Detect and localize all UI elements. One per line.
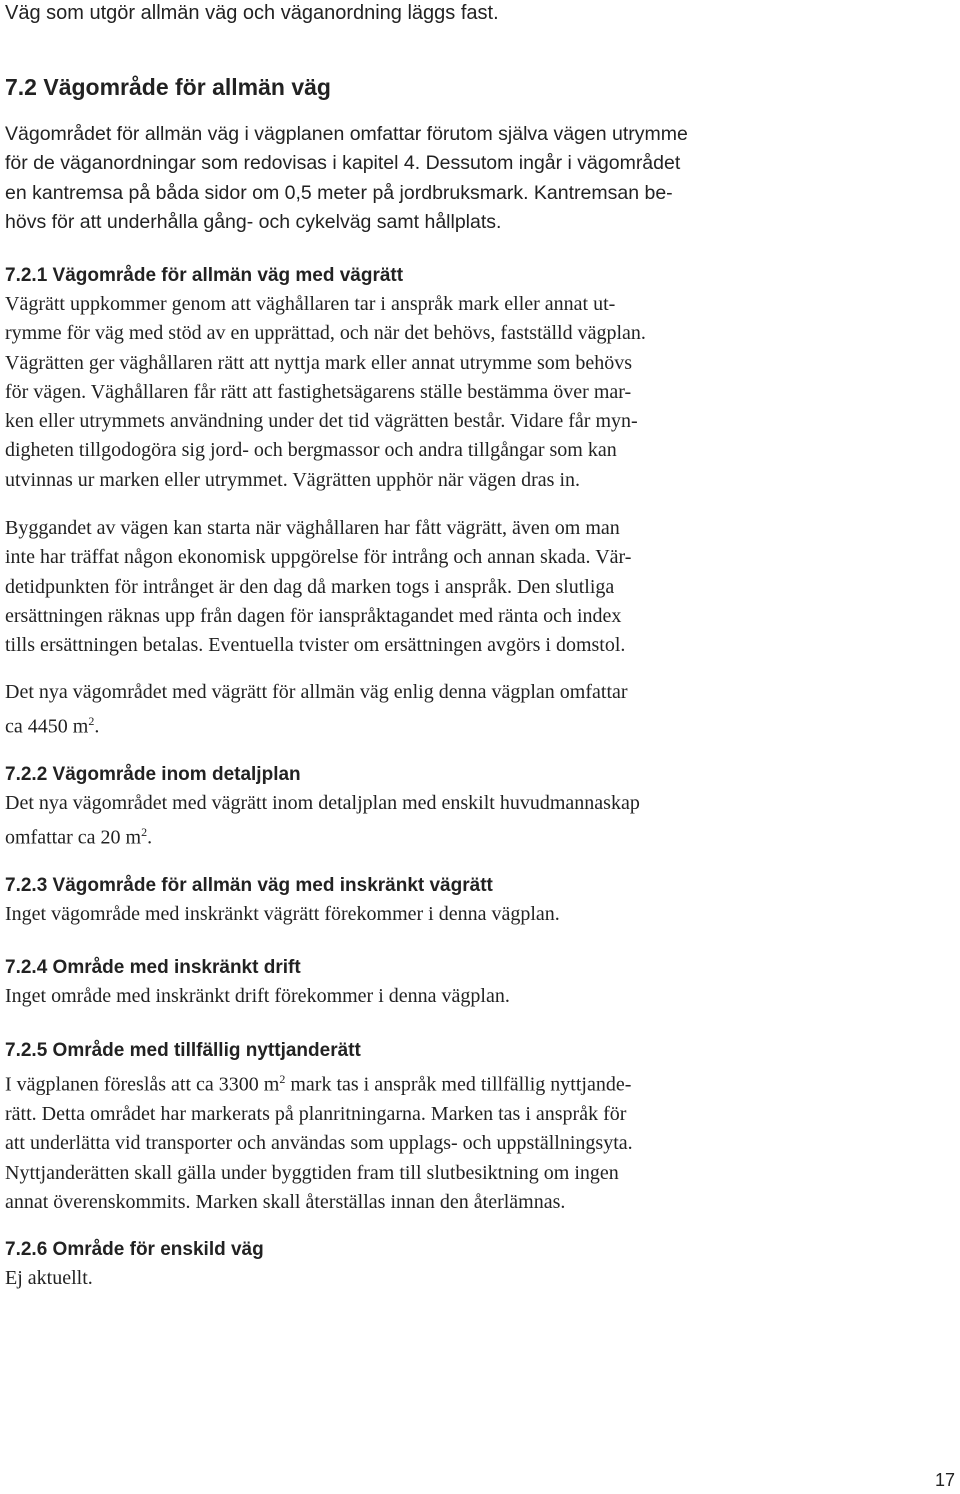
paragraph-line	[5, 818, 795, 853]
superscript: 2	[279, 1072, 286, 1086]
superscript: 2	[88, 714, 95, 729]
intro-line: Väg som utgör allmän väg och väganordning läggs fast.	[5, 2, 499, 24]
paragraph-line: Vägområdet för allmän väg i vägplanen omfattar förutom själva vägen utrymme	[5, 123, 688, 145]
paragraph-line: ersättningen räknas upp från dagen för ianspråktagandet med ränta och index	[5, 604, 622, 627]
section-heading-7-2-4: 7.2.4 Område med inskränkt drift	[5, 957, 301, 978]
paragraph-line	[5, 1065, 795, 1100]
paragraph-line: rätt. Detta området har markerats på planritningarna. Marken tas i anspråk för	[5, 1102, 627, 1125]
section-heading-7-2-2: 7.2.2 Vägområde inom detaljplan	[5, 764, 301, 785]
section-7-2-2-paragraph	[5, 789, 795, 853]
paragraph-line: Vägrätten ger väghållaren rätt att nyttja mark eller annat utrymme som behövs	[5, 351, 632, 374]
paragraph-line: Nyttjanderätten skall gälla under byggtiden fram till slutbesiktning om ingen	[5, 1161, 619, 1184]
superscript: 2	[141, 825, 148, 840]
paragraph-line: Ej aktuellt.	[5, 1267, 93, 1289]
section-7-2-6-paragraph	[5, 1264, 795, 1293]
paragraph-line: Vägrätt uppkommer genom att väghållaren tar i anspråk mark eller annat ut-	[5, 293, 616, 315]
section-7-2-4-paragraph	[5, 982, 795, 1011]
section-7-2-1-paragraph-3	[5, 678, 795, 742]
paragraph-line: detidpunkten för intrånget är den dag då marken togs i anspråk. Den slutliga	[5, 575, 615, 598]
paragraph-line: Byggandet av vägen kan starta när väghållaren har fått vägrätt, även om man	[5, 517, 620, 539]
period: .	[147, 826, 153, 849]
paragraph-line: utvinnas ur marken eller utrymmet. Vägrätten upphör när vägen dras in.	[5, 468, 581, 491]
area-text: ca 4450 m	[5, 715, 89, 738]
section-heading-7-2-1: 7.2.1 Vägområde för allmän väg med vägrätt	[5, 265, 404, 286]
section-heading-7-2: 7.2 Vägområde för allmän väg	[5, 74, 331, 100]
page-number: 17	[934, 1470, 955, 1490]
paragraph-line: för vägen. Väghållaren får rätt att fastighetsägarens ställe bestämma över mar-	[5, 380, 632, 403]
paragraph-line: Inget område med inskränkt drift förekommer i denna vägplan.	[5, 985, 510, 1007]
section-7-2-3-paragraph	[5, 900, 795, 929]
section-7-2-1-paragraph-2	[5, 514, 795, 660]
paragraph-line: annat överenskommits. Marken skall återställas innan den återlämnas.	[5, 1190, 566, 1213]
text-run: mark tas i anspråk med tillfällig nyttjande-	[285, 1073, 632, 1096]
section-heading-7-2-6: 7.2.6 Område för enskild väg	[5, 1239, 264, 1260]
paragraph-line: att underlätta vid transporter och användas som upplags- och uppställningsyta.	[5, 1132, 633, 1155]
paragraph-line: Det nya vägområdet med vägrätt inom detaljplan med enskilt huvudmannaskap	[5, 792, 640, 814]
section-heading-7-2-5: 7.2.5 Område med tillfällig nyttjanderätt	[5, 1040, 361, 1061]
paragraph-line: rymme för väg med stöd av en upprättad, och när det behövs, fastställd vägplan.	[5, 322, 646, 345]
paragraph-line: hövs för att underhålla gång- och cykelväg samt hållplats.	[5, 210, 502, 233]
paragraph-line: tills ersättningen betalas. Eventuella tvister om ersättningen avgörs i domstol.	[5, 634, 626, 657]
period: .	[94, 715, 100, 738]
section-heading-7-2-3: 7.2.3 Vägområde för allmän väg med inskränkt vägrätt	[5, 875, 493, 896]
paragraph-line: ken eller utrymmets användning under det tid vägrätten består. Vidare får myn-	[5, 410, 638, 433]
text-run: I vägplanen föreslås att ca 3300 m	[5, 1073, 280, 1096]
area-text: omfattar ca 20 m	[5, 826, 142, 849]
paragraph-line: en kantremsa på båda sidor om 0,5 meter på jordbruksmark. Kantremsan be-	[5, 181, 673, 204]
section-7-2-5-paragraph	[5, 1065, 795, 1217]
paragraph-line: Inget vägområde med inskränkt vägrätt förekommer i denna vägplan.	[5, 903, 560, 925]
paragraph-line: för de väganordningar som redovisas i kapitel 4. Dessutom ingår i vägområdet	[5, 152, 681, 175]
paragraph-line: Det nya vägområdet med vägrätt för allmän väg enlig denna vägplan omfattar	[5, 681, 628, 703]
paragraph-line: inte har träffat någon ekonomisk uppgörelse för intrång och annan skada. Vär-	[5, 546, 632, 569]
section-7-2-1-paragraph-1	[5, 290, 795, 495]
paragraph-line	[5, 707, 795, 742]
paragraph-line: digheten tillgodogöra sig jord- och bergmassor och andra tillgångar som kan	[5, 439, 617, 462]
section-7-2-paragraph	[5, 120, 795, 237]
